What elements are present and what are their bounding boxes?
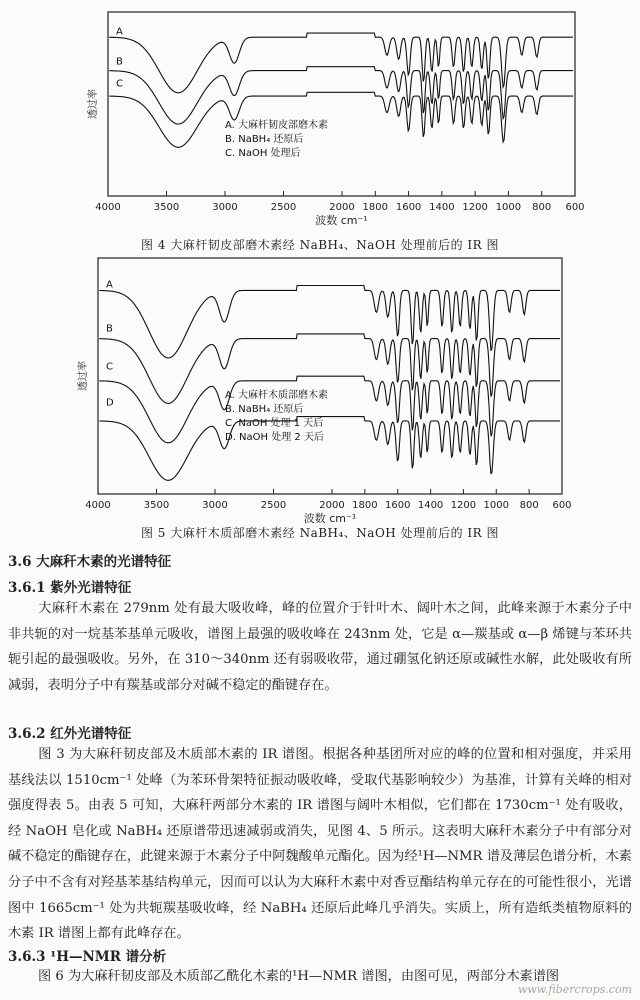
curve-label: D [106, 397, 114, 409]
y-axis-title: 透过率 [88, 89, 99, 119]
x-tick-label: 3500 [153, 202, 180, 213]
curve-label: C [116, 78, 123, 90]
watermark: www.fibercrops.com [517, 983, 632, 996]
paragraph-uv [8, 596, 632, 698]
x-tick-label: 1600 [395, 202, 422, 213]
legend-entry: A. 大麻杆韧皮部磨木素 [225, 120, 329, 131]
spectrum-curve [109, 67, 573, 124]
x-tick-label: 1800 [352, 500, 378, 511]
curve-label: A [116, 26, 123, 38]
x-tick-label: 4000 [95, 202, 121, 213]
spectrum-curve [99, 417, 560, 481]
spectrum-curve [99, 286, 560, 358]
paragraph-uv-text: 大麻秆木素在 279nm 处有最大吸收峰，峰的位置介于针叶木、阔叶木之间，此峰来源于木素分子中非共轭的对一烷基苯基单元吸收，谱图上最强的吸收峰在 243nm 处，它是 α—羰基或 α—β 烯键与苯环共轭引起的最强吸收。另外，在 310～340nm 还有弱吸收带，通过硼氢化钠还原或碱性水解，此处吸收有所减弱，表明分子中有羰基或部分对碱不稳定的酯键存在。 [8, 601, 632, 693]
section-heading-3-6-1: 3.6.1 紫外光谱特征 [8, 580, 132, 596]
x-tick-label: 600 [552, 500, 572, 511]
section-heading-3-6-2: 3.6.2 红外光谱特征 [8, 726, 132, 742]
x-tick-label: 1200 [450, 500, 477, 511]
figure-5-caption: 图 5 大麻杆木质部磨木素经 NaBH₄、NaOH 处理前后的 IR 图 [140, 526, 499, 540]
paragraph-nmr-text: 图 6 为大麻秆韧皮部及木质部乙酰化木素的¹H—NMR 谱图，由图可见，两部分木素谱图 [38, 969, 560, 984]
legend-entry: A. 大麻杆木质部磨木素 [225, 390, 329, 401]
x-tick-label: 1800 [362, 202, 389, 213]
y-axis-title: 透过率 [78, 361, 89, 391]
curve-label: C [106, 361, 113, 373]
x-tick-label: 3500 [143, 500, 170, 511]
x-axis-title: 波数 cm⁻¹ [303, 512, 357, 525]
x-tick-label: 800 [519, 500, 539, 511]
legend-entry: C. NaOH 处理 1 天后 [225, 418, 324, 429]
x-tick-label: 600 [565, 202, 585, 213]
x-tick-label: 1400 [417, 500, 444, 511]
x-tick-label: 1400 [429, 202, 455, 213]
paragraph-ir-text: 图 3 为大麻秆韧皮部及木质部木素的 IR 谱图。根据各种基团所对应的峰的位置和相对强度，并采用基线法以 1510cm⁻¹ 处峰（为苯环骨架特征振动吸收峰，受取代基影响较少）为基准，计算有关峰的相对强度得表 5。由表 5 可知，大麻秆两部分木素的 IR 谱图与阔叶木相似，它们都在 1730cm⁻¹ 处有吸收，经 NaOH 皂化或 NaBH₄ 还原谱带迅速减弱或消失，见图 4、5 所示。这表明大麻秆木素分子中有部分对碱不稳定的酯键存在，此键来源于木素分子中阿魏酸单元酯化。因为经¹H—NMR 谱及薄层色谱分析，木素分子中不含有对羟基苯基结构单元，因而可以认为大麻秆木素中对香豆酯结构单元存在的可能性很小，光谱图中 1665cm⁻¹ 处为共轭羰基吸收峰，经 NaBH₄ 还原后此峰几乎消失。实质上，所有造纸类植物原料的木素 IR 谱图上都有此峰存在。 [8, 747, 632, 942]
section-heading-3-6-3: 3.6.3 ¹H—NMR 谱分析 [8, 949, 167, 965]
x-tick-label: 2500 [260, 500, 287, 511]
figure-4-plot [0, 0, 640, 250]
spectrum-curve [109, 92, 573, 147]
legend-entry: B. NaBH₄ 还原后 [225, 404, 304, 415]
section-heading-3-6: 3.6 大麻秆木素的光谱特征 [8, 554, 172, 570]
curve-label: A [106, 279, 113, 291]
x-tick-label: 1600 [384, 500, 411, 511]
curve-label: B [116, 56, 123, 68]
figure-4-caption: 图 4 大麻杆韧皮部磨木素经 NaBH₄、NaOH 处理前后的 IR 图 [140, 238, 499, 252]
x-tick-label: 3000 [212, 202, 238, 213]
x-tick-label: 800 [532, 202, 552, 213]
paragraph-ir [8, 742, 632, 947]
x-tick-label: 1000 [495, 202, 522, 213]
figure-4 [0, 0, 640, 250]
spectrum-curve [99, 376, 560, 443]
x-tick-label: 2000 [329, 202, 355, 213]
figure-5-plot [0, 250, 640, 550]
x-tick-label: 1000 [483, 500, 510, 511]
x-tick-label: 3000 [202, 500, 228, 511]
x-tick-label: 1200 [462, 202, 488, 213]
x-tick-label: 4000 [85, 500, 111, 511]
legend-entry: B. NaBH₄ 还原后 [225, 134, 304, 145]
figure-5 [0, 250, 640, 550]
legend-entry: C. NaOH 处理后 [225, 148, 301, 159]
curve-label: B [106, 323, 113, 335]
spectrum-curve [109, 33, 573, 93]
x-tick-label: 2500 [270, 202, 297, 213]
x-axis-title: 波数 cm⁻¹ [315, 214, 368, 227]
legend-entry: D. NaOH 处理 2 天后 [225, 432, 324, 443]
x-tick-label: 2000 [319, 500, 345, 511]
